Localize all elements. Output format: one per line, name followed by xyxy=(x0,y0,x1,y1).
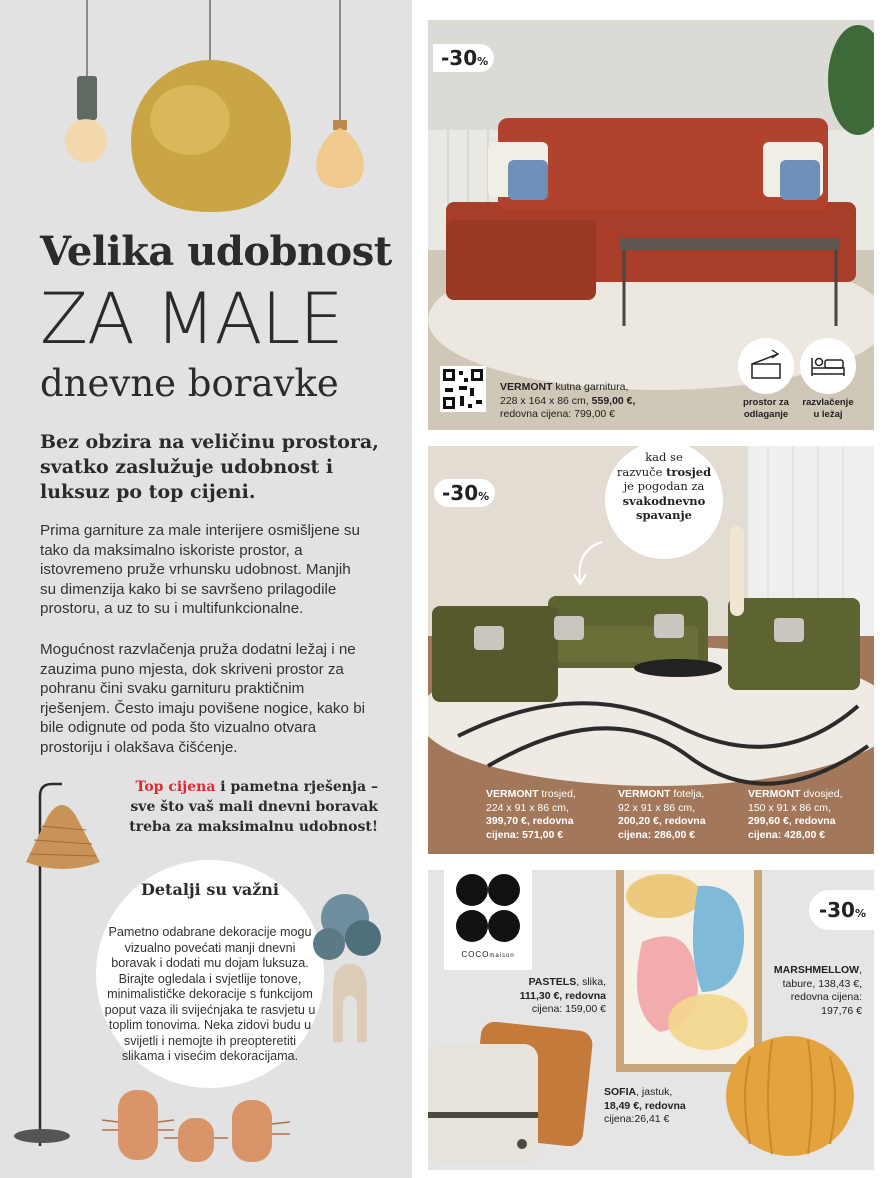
details-body: Pametno odabrane dekoracije mogu vizualno povećati manji dnevni boravak i dodati mu dojam luksuza. Birajte ogledala i svjetlije tonove, minimalističke dekoracije s funkcijom poput vaza ili svijećnjaka te rasvjetu u toplim tonovima. Neka zidovi budu u svijetli i nemojte ih preopteretiti slikama i visećim dekoracijama. xyxy=(104,925,316,1063)
product-price: 399,70 €, redovna xyxy=(486,815,574,827)
bubble-line-5: spavanje xyxy=(636,508,692,522)
product-desc: kutna garnitura, xyxy=(552,381,629,393)
floor-lamp-illustration xyxy=(0,776,110,1176)
cushions-photo xyxy=(428,1020,602,1170)
product-price: 200,20 €, redovna xyxy=(618,815,706,827)
storage-box-icon xyxy=(738,338,794,394)
product-regular-label: redovna cijena: xyxy=(790,991,862,1003)
product-dims: 92 x 91 x 86 cm, xyxy=(618,801,696,814)
product-regular-price: cijena: 428,00 € xyxy=(748,828,826,841)
brand-name: COCO xyxy=(461,950,490,959)
product-dims: 228 x 164 x 86 cm, xyxy=(500,394,592,407)
bubble-line-3: je pogodan za xyxy=(623,479,705,493)
body-paragraph-1: Prima garniture za male interijere osmišljene su tako da maksimalno iskoriste prostor, a istovremeno pruže vrhunsku udobnost. Manjih su dimenzija kako bi se savršeno prilagodile prostoru, a uz to su i multifunkcionalne. xyxy=(40,522,360,617)
product-regular-price: cijena: 286,00 € xyxy=(618,828,696,841)
product-price: 18,49 €, redovna xyxy=(604,1099,686,1112)
product-dims: 224 x 91 x 86 cm, xyxy=(486,801,569,814)
product-type: , xyxy=(859,964,862,976)
product-panel-green-set xyxy=(428,446,874,854)
bubble-line-2a: razvuče xyxy=(616,464,667,479)
lead-text: Bez obzira na veličinu prostora, svatko zaslužuje udobnost i luksuz po top cijeni. xyxy=(40,431,379,503)
feature-bed-label xyxy=(790,397,866,421)
product-regular-price: redovna cijena: 799,00 € xyxy=(500,408,616,420)
product-regular-price: cijena:26,41 € xyxy=(604,1113,670,1125)
call-to-action-text xyxy=(108,777,378,837)
product-price: tabure, 138,43 €, xyxy=(782,977,862,990)
cta-rest: i pametna rješenja – sve što vaš mali dnevni boravak treba za maksimalnu udobnost! xyxy=(129,779,378,835)
body-paragraph-2: Mogućnost razvlačenja pruža dodatni ležaj i ne zauzima puno mjesta, dok skriveni prostor za pohranu čini svaku garnituru praktičnim rješenjem. Često imaju povišene nogice, kako bi bile odignute od poda što vizualno otvara prostoriju i olakšava čišćenje. xyxy=(40,641,366,756)
left-column xyxy=(0,0,412,1178)
product-panel-decor xyxy=(428,870,874,1170)
product-caption-corner-sofa xyxy=(500,381,635,422)
feature-bed xyxy=(800,338,856,394)
feature-storage-label-2: odlaganje xyxy=(743,409,789,420)
bubble-line-4: svakodnevno xyxy=(622,493,706,508)
product-dims: 150 x 91 x 86 cm, xyxy=(748,801,831,814)
product-regular-price: 197,76 € xyxy=(821,1004,862,1017)
product-type: trosjed, xyxy=(538,788,576,800)
qr-code-icon[interactable] xyxy=(440,366,486,412)
product-name: MARSHMELLOW xyxy=(773,964,860,976)
product-type: dvosjed, xyxy=(800,788,843,800)
discount-badge xyxy=(809,890,874,930)
brand-logo xyxy=(444,870,532,970)
product-caption-sofia xyxy=(604,1086,686,1127)
product-type: , slika, xyxy=(576,976,606,988)
product-price: 299,60 €, redovna xyxy=(748,815,836,827)
product-caption-sofa-3 xyxy=(486,788,576,842)
feature-bed-label-2: u ležaj xyxy=(813,409,843,420)
feature-storage xyxy=(738,338,794,394)
pouf-photo xyxy=(720,1026,860,1166)
product-name: VERMONT xyxy=(748,788,801,800)
discount-badge xyxy=(433,44,494,72)
headline-line-2: ZA MALE xyxy=(40,278,343,360)
feature-storage-label-1: prostor za xyxy=(743,397,789,408)
product-caption-marshmellow xyxy=(764,964,862,1018)
product-name: SOFIA xyxy=(604,1086,637,1098)
product-caption-sofa-2 xyxy=(748,788,843,842)
brand-suffix: maison xyxy=(489,953,515,959)
info-bubble-text xyxy=(605,450,723,523)
discount-value: -30 xyxy=(818,898,855,922)
bubble-line-1: kad se xyxy=(645,450,683,464)
discount-value: -30 xyxy=(441,46,478,70)
product-name: VERMONT xyxy=(500,381,553,393)
product-name: VERMONT xyxy=(618,788,671,800)
product-type: fotelja, xyxy=(670,788,705,800)
cta-highlight: Top cijena xyxy=(135,779,216,795)
discount-badge xyxy=(434,479,495,507)
pendant-lamps-illustration xyxy=(0,0,412,225)
details-title: Detalji su važni xyxy=(141,880,279,899)
product-panel-corner-sofa xyxy=(428,20,874,430)
discount-unit: % xyxy=(477,55,489,68)
discount-unit: % xyxy=(478,490,490,503)
discount-unit: % xyxy=(854,907,866,920)
figurines-illustration xyxy=(100,1080,300,1170)
product-name: VERMONT xyxy=(486,788,539,800)
discount-value: -30 xyxy=(442,481,479,505)
product-type: , jastuk, xyxy=(636,1086,673,1098)
headline-line-1: Velika udobnost xyxy=(40,228,392,275)
product-regular-price: cijena: 571,00 € xyxy=(486,828,564,841)
product-price: 111,30 €, redovna xyxy=(519,989,606,1002)
bubble-line-2b: trosjed xyxy=(666,464,712,479)
product-caption-pastels xyxy=(508,976,606,1017)
product-regular-price: cijena: 159,00 € xyxy=(531,1003,606,1015)
product-caption-armchair xyxy=(618,788,706,842)
bed-icon xyxy=(800,338,856,394)
vase-decor-illustration xyxy=(305,892,395,1052)
headline-line-3: dnevne boravke xyxy=(40,362,339,405)
product-price: 559,00 €, xyxy=(591,394,636,407)
feature-bed-label-1: razvlačenje xyxy=(802,397,854,408)
coco-maison-logo-icon xyxy=(444,870,532,950)
curved-arrow-icon xyxy=(568,538,608,588)
product-name: PASTELS xyxy=(528,976,577,988)
